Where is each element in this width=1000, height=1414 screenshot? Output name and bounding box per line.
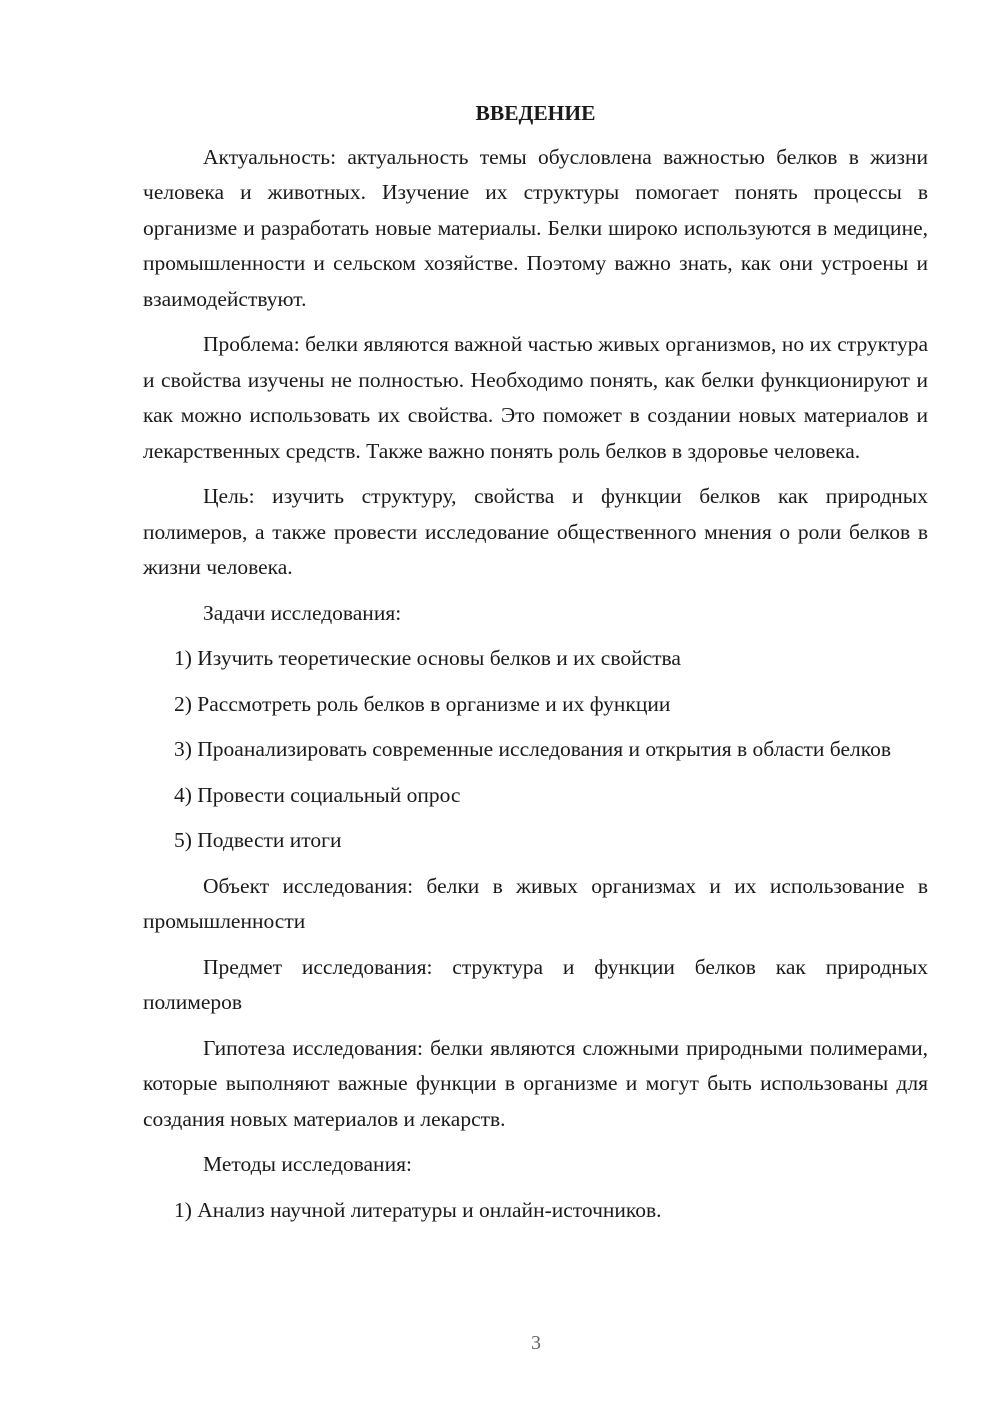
task-item-2: 2) Рассмотреть роль белков в организме и их функции (174, 691, 671, 716)
task-item-1: 1) Изучить теоретические основы белков и их свойства (174, 646, 681, 670)
methods-title: Методы исследования: (203, 1152, 412, 1176)
page-title: ВВЕДЕНИЕ (475, 101, 596, 125)
goal-paragraph: Цель: изучить структуру, свойства и функции белков как природных полимеров, а также провести исследование общественного мнения о роли белков в жизни человека. (143, 484, 928, 579)
object-paragraph: Объект исследования: белки в живых организмах и их использование в промышленности (143, 873, 928, 933)
page-number: 3 (531, 1332, 541, 1354)
task-item-4: 4) Провести социальный опрос (174, 782, 461, 807)
task-item-3: 3) Проанализировать современные исследования и открытия в области белков (174, 737, 891, 761)
method-item-1: 1) Анализ научной литературы и онлайн-источников. (174, 1197, 662, 1222)
hypothesis-paragraph: Гипотеза исследования: белки являются сложными природными полимерами, которые выполняют важные функции в организме и могут быть использованы для создания новых материалов и лекарств. (143, 1035, 928, 1131)
relevance-paragraph: Актуальность: актуальность темы обусловлена важностью белков в жизни человека и животных. Изучение их структуры помогает понять процессы в организме и разработать новые материалы. Белки широко используются в медицине, промышленности и сельском хозяйстве. Поэтому важно знать, как они устроены и взаимодействуют. (143, 144, 928, 311)
subject-paragraph: Предмет исследования: структура и функции белков как природных полимеров (143, 954, 928, 1014)
tasks-title: Задачи исследования: (203, 600, 402, 625)
problem-paragraph: Проблема: белки являются важной частью живых организмов, но их структура и свойства изучены не полностью. Необходимо понять, как белки функционируют и как можно использовать их свойства. Это поможет в создании новых материалов и лекарственных средств. Также важно понять роль белков в здоровье человека. (143, 332, 928, 463)
page-content (143, 96, 928, 1238)
task-item-5: 5) Подвести итоги (174, 828, 342, 852)
